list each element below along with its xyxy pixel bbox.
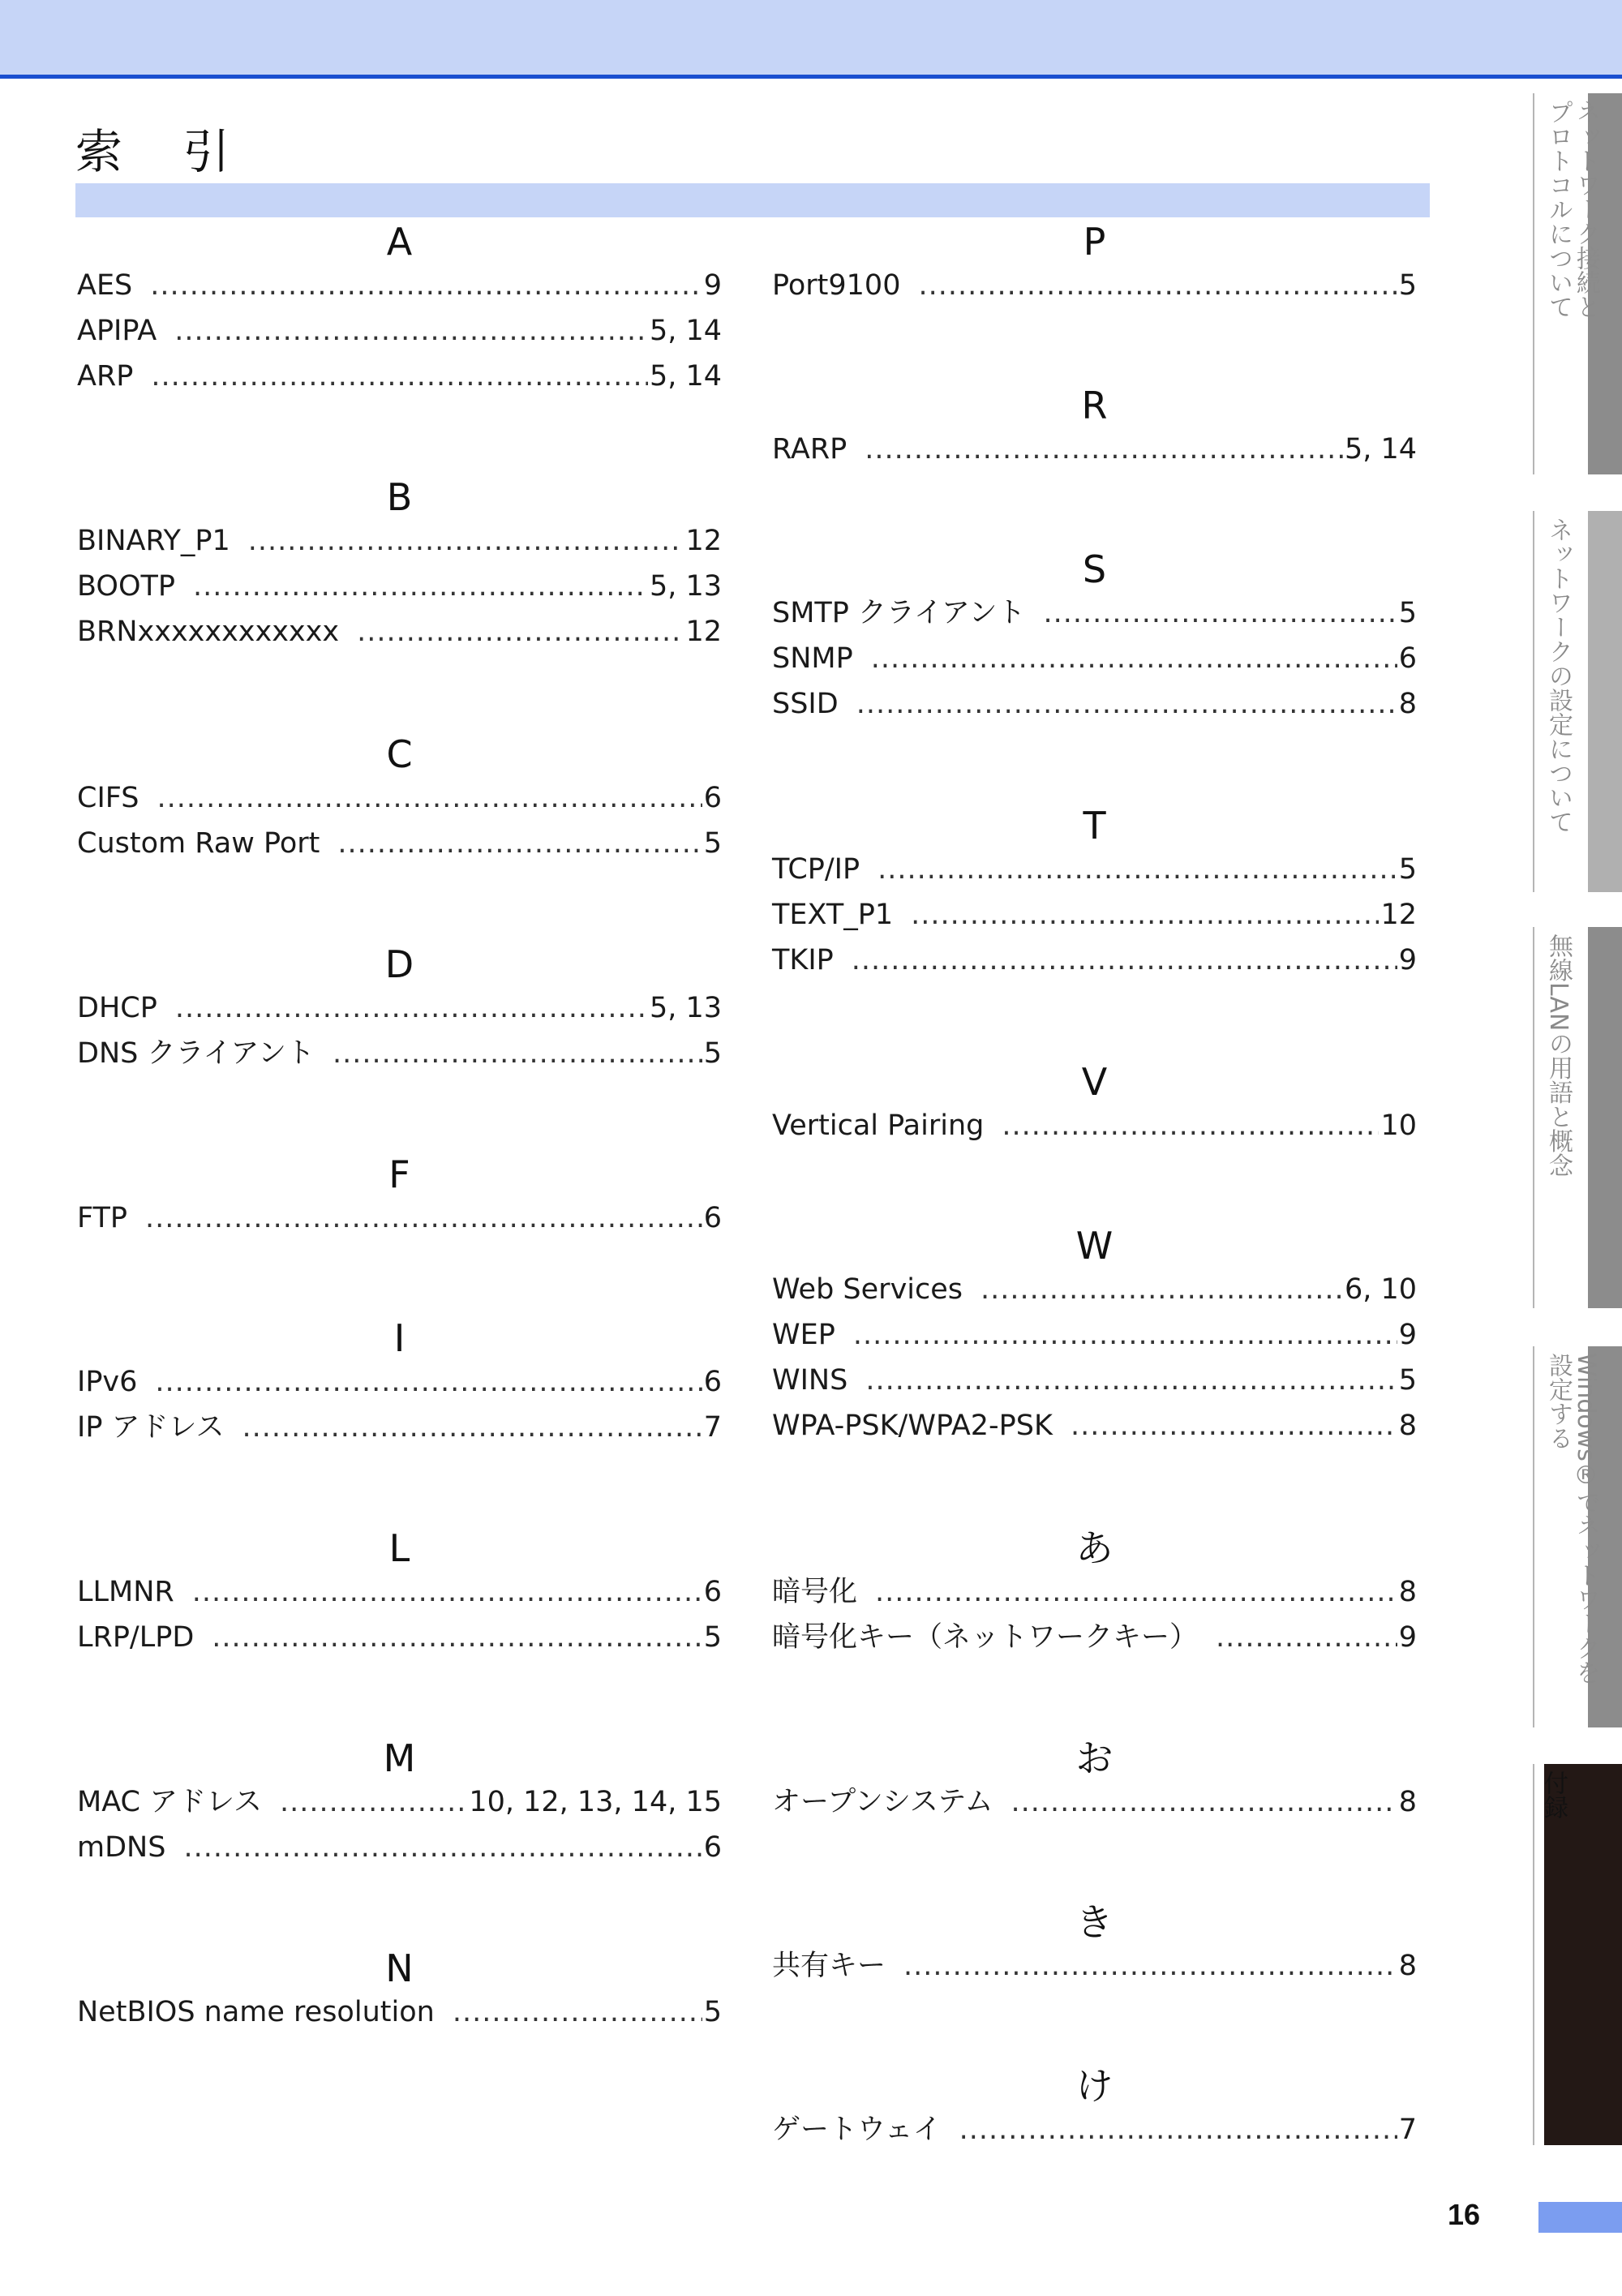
tab-divider (1533, 927, 1534, 1308)
dot-leader (193, 564, 648, 609)
index-entry[interactable] (77, 1359, 722, 1405)
dot-leader (280, 1779, 467, 1825)
tab-color-bar (1588, 511, 1622, 892)
index-entry[interactable] (77, 1195, 722, 1241)
index-entry[interactable] (77, 354, 722, 399)
dot-leader (980, 1267, 1343, 1312)
dot-leader (248, 518, 684, 564)
index-page-refs[interactable]: 6 (703, 1831, 722, 1864)
index-entry[interactable] (77, 821, 722, 866)
index-term: DNS クライアント (77, 1037, 315, 1070)
dot-leader (151, 354, 648, 399)
index-entry[interactable] (772, 1358, 1417, 1403)
index-entry[interactable] (772, 1779, 1417, 1825)
dot-leader (175, 985, 648, 1031)
index-letter-heading: I (393, 1316, 406, 1360)
index-letter-heading: W (1075, 1224, 1114, 1268)
index-page-refs[interactable]: 5, 13 (649, 992, 722, 1024)
index-letter-heading: き (1075, 1900, 1114, 1944)
index-page-refs[interactable]: 12 (685, 525, 722, 557)
side-tab-network-settings[interactable] (1533, 511, 1622, 892)
index-entry[interactable] (77, 1615, 722, 1660)
dot-leader (145, 1195, 702, 1241)
side-tab-wireless-lan-terms[interactable] (1533, 927, 1622, 1308)
index-term: Custom Raw Port (77, 827, 320, 860)
dot-leader (212, 1615, 702, 1660)
index-entry[interactable] (77, 1569, 722, 1615)
tab-color-bar (1588, 927, 1622, 1308)
index-term: WPA-PSK/WPA2-PSK (772, 1410, 1053, 1442)
dot-leader (1216, 1615, 1397, 1660)
index-letter-heading: S (1082, 547, 1107, 591)
index-entry[interactable] (772, 1615, 1417, 1660)
tab-label: ネットワークの設定について (1544, 517, 1573, 834)
dot-leader (911, 892, 1379, 938)
index-page-refs[interactable]: 5 (703, 1037, 722, 1070)
index-letter-heading: あ (1075, 1526, 1114, 1570)
index-term: NetBIOS name resolution (77, 1996, 435, 2028)
index-page-refs[interactable]: 5 (1398, 597, 1417, 629)
index-term: 共有キー (772, 1950, 886, 1982)
index-page-refs[interactable]: 5 (1398, 269, 1417, 302)
dot-leader (357, 609, 684, 654)
index-term: SSID (772, 688, 839, 720)
dot-leader (183, 1825, 702, 1870)
index-term: TCP/IP (772, 853, 860, 886)
index-letter-heading: C (386, 732, 413, 776)
header-rule (0, 75, 1622, 79)
index-entry[interactable] (77, 609, 722, 654)
index-term: Vertical Pairing (772, 1109, 985, 1142)
tab-label: Windows®でネットワークを 設定する (1544, 1353, 1600, 1684)
tab-label: 付録 (1539, 1770, 1568, 1819)
dot-leader (453, 1989, 702, 2035)
index-letter-heading: お (1075, 1736, 1114, 1780)
title-underbar (75, 183, 1430, 217)
index-entry[interactable] (772, 263, 1417, 308)
index-page-refs[interactable]: 8 (1398, 688, 1417, 720)
dot-leader (865, 427, 1343, 472)
tab-divider (1533, 1346, 1534, 1727)
page-title: 索 引 (75, 124, 253, 179)
index-term: WEP (772, 1319, 835, 1351)
side-tab-network-connection[interactable] (1533, 93, 1622, 474)
dot-leader (155, 1359, 702, 1405)
index-term: BINARY_P1 (77, 525, 230, 557)
index-term: AES (77, 269, 133, 302)
index-page-refs[interactable]: 7 (1398, 2114, 1417, 2146)
index-entry[interactable] (77, 564, 722, 609)
index-entry[interactable] (772, 681, 1417, 727)
index-letter-heading: R (1081, 384, 1108, 427)
index-column-left (77, 217, 722, 2164)
dot-leader (959, 2107, 1397, 2152)
index-page-refs[interactable]: 5, 13 (649, 570, 722, 603)
index-page-refs[interactable]: 9 (1398, 944, 1417, 976)
dot-leader (903, 1943, 1397, 1989)
index-term: FTP (77, 1202, 128, 1234)
index-term: TEXT_P1 (772, 899, 894, 931)
index-page-refs[interactable]: 6 (703, 1576, 722, 1608)
dot-leader (242, 1405, 702, 1450)
index-page-refs[interactable]: 12 (685, 616, 722, 648)
index-page-refs[interactable]: 6 (1398, 642, 1417, 675)
index-entry[interactable] (772, 1569, 1417, 1615)
dot-leader (1002, 1103, 1379, 1148)
index-term: SNMP (772, 642, 853, 675)
index-letter-heading: F (388, 1152, 410, 1196)
dot-leader (337, 821, 702, 866)
index-term: IP アドレス (77, 1411, 225, 1444)
index-page-refs[interactable]: 10, 12, 13, 14, 15 (469, 1786, 722, 1818)
index-letter-heading: M (383, 1736, 416, 1780)
index-letter-heading: B (386, 475, 413, 519)
index-term: DHCP (77, 992, 157, 1024)
index-term: ARP (77, 360, 134, 393)
index-page-refs[interactable]: 9 (703, 269, 722, 302)
index-page-refs[interactable]: 5, 14 (649, 315, 722, 347)
tab-label: ネットワーク接続と プロトコルについて (1544, 100, 1600, 319)
index-term: WINS (772, 1364, 848, 1397)
index-entry[interactable] (772, 847, 1417, 892)
index-term: SMTP クライアント (772, 597, 1026, 629)
index-term: MAC アドレス (77, 1786, 263, 1818)
index-entry[interactable] (77, 1825, 722, 1870)
dot-leader (871, 636, 1397, 681)
index-letter-heading: A (386, 220, 413, 264)
index-entry[interactable] (772, 1103, 1417, 1148)
dot-leader (852, 938, 1397, 983)
index-page-refs[interactable]: 8 (1398, 1410, 1417, 1442)
dot-leader (192, 1569, 702, 1615)
index-letter-heading: T (1083, 804, 1106, 848)
index-entry[interactable] (772, 892, 1417, 938)
index-letter-heading: V (1081, 1060, 1108, 1104)
index-page-refs[interactable]: 5 (1398, 1364, 1417, 1397)
index-term: IPv6 (77, 1366, 138, 1398)
dot-leader (918, 263, 1397, 308)
index-term: Web Services (772, 1273, 963, 1306)
index-page-refs[interactable]: 8 (1398, 1576, 1417, 1608)
index-entry[interactable] (77, 518, 722, 564)
index-term: RARP (772, 433, 847, 466)
index-column-right (772, 217, 1417, 2164)
dot-leader (174, 308, 648, 354)
index-page-refs[interactable]: 12 (1380, 899, 1417, 931)
dot-leader (157, 775, 702, 821)
page-number-tab (1538, 2202, 1622, 2233)
dot-leader (1071, 1403, 1397, 1448)
index-term: mDNS (77, 1831, 166, 1864)
index-term: 暗号化 (772, 1576, 858, 1608)
index-page-refs[interactable]: 6 (703, 1202, 722, 1234)
tab-divider (1533, 1764, 1534, 2145)
page-number: 16 (1448, 2198, 1481, 2231)
index-entry[interactable] (772, 1312, 1417, 1358)
index-letter-heading: N (385, 1946, 414, 1990)
index-page-refs[interactable]: 6 (703, 1366, 722, 1398)
side-tab-appendix[interactable] (1533, 1764, 1622, 2145)
index-letter-heading: け (1075, 2064, 1114, 2108)
index-entry[interactable] (77, 985, 722, 1031)
index-entry[interactable] (772, 636, 1417, 681)
index-entry[interactable] (772, 2107, 1417, 2152)
index-page-refs[interactable]: 5 (703, 827, 722, 860)
index-term: BOOTP (77, 570, 175, 603)
index-page-refs[interactable]: 5 (703, 1621, 722, 1654)
index-entry[interactable] (77, 775, 722, 821)
dot-leader (1044, 590, 1397, 636)
index-term: 暗号化キー（ネットワークキー） (772, 1621, 1199, 1654)
index-entry[interactable] (77, 308, 722, 354)
index-entry[interactable] (772, 1943, 1417, 1989)
index-letter-heading: D (384, 942, 414, 986)
index-entry[interactable] (77, 1405, 722, 1450)
index-letter-heading: P (1083, 220, 1106, 264)
index-term: オープンシステム (772, 1786, 993, 1818)
index-entry[interactable] (772, 427, 1417, 472)
index-entry[interactable] (772, 1403, 1417, 1448)
index-entry[interactable] (772, 938, 1417, 983)
index-term: APIPA (77, 315, 157, 347)
index-letter-heading: L (388, 1526, 410, 1570)
index-term: BRNxxxxxxxxxxxx (77, 616, 340, 648)
index-entry[interactable] (77, 1031, 722, 1076)
dot-leader (333, 1031, 702, 1076)
index-page-refs[interactable]: 8 (1398, 1786, 1417, 1818)
tab-divider (1533, 511, 1534, 892)
index-page-refs[interactable]: 8 (1398, 1950, 1417, 1982)
index-entry[interactable] (77, 263, 722, 308)
dot-leader (865, 1358, 1397, 1403)
index-page-refs[interactable]: 6 (703, 782, 722, 814)
index-page-refs[interactable]: 5, 14 (649, 360, 722, 393)
dot-leader (853, 1312, 1397, 1358)
index-page-refs[interactable]: 5 (1398, 853, 1417, 886)
index-entry[interactable] (77, 1779, 722, 1825)
index-page-refs[interactable]: 7 (703, 1411, 722, 1444)
dot-leader (875, 1569, 1397, 1615)
dot-leader (1011, 1779, 1397, 1825)
tab-color-bar (1544, 1764, 1622, 2145)
index-page-refs[interactable]: 9 (1398, 1621, 1417, 1654)
dot-leader (878, 847, 1397, 892)
index-term: LRP/LPD (77, 1621, 195, 1654)
index-entry[interactable] (772, 590, 1417, 636)
index-entry[interactable] (77, 1989, 722, 2035)
index-term: ゲートウェイ (772, 2114, 942, 2146)
index-page-refs[interactable]: 9 (1398, 1319, 1417, 1351)
index-term: LLMNR (77, 1576, 174, 1608)
dot-leader (150, 263, 702, 308)
dot-leader (856, 681, 1397, 727)
index-term: Port9100 (772, 269, 901, 302)
index-entry[interactable] (772, 1267, 1417, 1312)
index-page-refs[interactable]: 5, 14 (1344, 433, 1417, 466)
index-page-refs[interactable]: 10 (1380, 1109, 1417, 1142)
tab-divider (1533, 93, 1534, 474)
index-page-refs[interactable]: 5 (703, 1996, 722, 2028)
index-term: TKIP (772, 944, 834, 976)
index-page-refs[interactable]: 6, 10 (1344, 1273, 1417, 1306)
side-tab-windows-setup[interactable] (1533, 1346, 1622, 1727)
index-term: CIFS (77, 782, 139, 814)
header-band (0, 0, 1622, 75)
tab-label: 無線LANの用語と概念 (1544, 933, 1573, 1178)
